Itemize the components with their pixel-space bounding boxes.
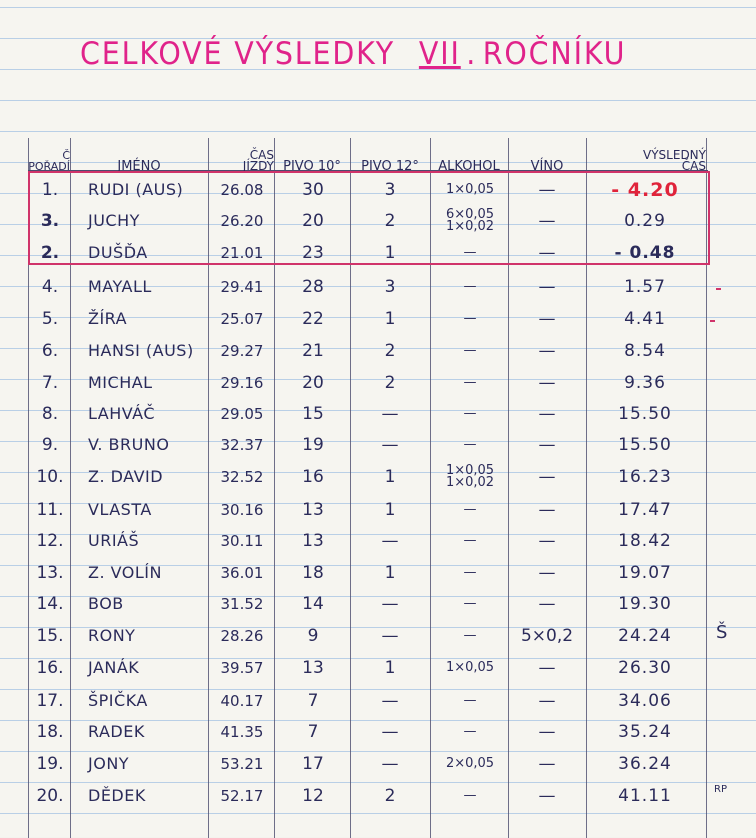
result-time-cell: 26.30 (618, 657, 672, 678)
name-cell: LAHVÁČ (88, 404, 156, 423)
result-time-cell: 0.29 (624, 210, 666, 231)
beer12-cell: — (381, 530, 399, 551)
ride-time-cell: 53.21 (220, 754, 264, 773)
alcohol-cell: — (463, 723, 477, 739)
alcohol-cell: — (463, 278, 477, 294)
result-time-cell: 16.23 (618, 466, 672, 487)
rank-cell: 15. (36, 625, 64, 646)
name-cell: MICHAL (88, 373, 153, 392)
beer12-cell: 1 (384, 242, 396, 263)
name-cell: BOB (88, 594, 124, 613)
rank-cell: 16. (36, 657, 64, 678)
result-time-cell: 18.42 (618, 530, 672, 551)
beer12-cell: 1 (384, 308, 396, 329)
ride-time-cell: 29.05 (220, 404, 264, 423)
wine-cell: — (538, 276, 556, 297)
name-cell: RUDI (AUS) (88, 180, 184, 199)
wine-cell: — (538, 242, 556, 263)
name-cell: URIÁŠ (88, 531, 140, 550)
result-time-cell: 34.06 (618, 690, 672, 711)
ride-time-cell: 31.52 (220, 594, 264, 613)
beer12-cell: — (381, 721, 399, 742)
table-row (0, 205, 756, 236)
beer10-cell: 14 (302, 593, 324, 614)
margin-note-rony: Š (716, 622, 728, 643)
beer10-cell: 13 (302, 499, 324, 520)
wine-cell: — (538, 210, 556, 231)
name-cell: ŽÍRA (88, 309, 128, 328)
beer10-cell: 23 (302, 242, 324, 263)
ride-time-cell: 40.17 (220, 691, 264, 710)
beer10-cell: 28 (302, 276, 324, 297)
result-time-cell: - 0.48 (614, 242, 676, 263)
ride-time-cell: 26.20 (220, 211, 264, 230)
wine-cell: 5×0,2 (520, 625, 574, 646)
ride-time-cell: 32.37 (220, 435, 264, 454)
margin-note-dedek: RP (714, 784, 727, 795)
name-cell: RADEK (88, 722, 145, 741)
result-time-cell: 9.36 (624, 372, 666, 393)
table-row (0, 429, 756, 460)
table-row (0, 557, 756, 588)
wine-cell: — (538, 340, 556, 361)
beer10-cell: 22 (302, 308, 324, 329)
result-time-cell: 35.24 (618, 721, 672, 742)
table-row (0, 620, 756, 651)
name-cell: MAYALL (88, 277, 152, 296)
beer12-cell: — (381, 753, 399, 774)
alcohol-cell: — (463, 692, 477, 708)
alcohol-cell: — (463, 244, 477, 260)
alcohol-cell: 2×0,05 (445, 755, 495, 771)
beer12-cell: 1 (384, 466, 396, 487)
beer10-cell: 15 (302, 403, 324, 424)
beer10-cell: 18 (302, 562, 324, 583)
result-time-cell: 1.57 (624, 276, 666, 297)
rank-cell: 13. (36, 562, 64, 583)
ride-time-cell: 29.41 (220, 277, 264, 296)
alcohol-cell: 1×0,05 1×0,02 (445, 462, 495, 490)
table-row (0, 271, 756, 302)
beer12-cell: 2 (384, 340, 396, 361)
ride-time-cell: 26.08 (220, 180, 264, 199)
beer10-cell: 13 (302, 657, 324, 678)
rank-cell: 1. (41, 179, 59, 200)
header-rank-line-1: Č (62, 149, 70, 162)
beer12-cell: 2 (384, 372, 396, 393)
result-time-cell: 19.30 (618, 593, 672, 614)
beer12-cell: 3 (384, 276, 396, 297)
header-rank (28, 140, 70, 172)
ride-time-cell: 36.01 (220, 563, 264, 582)
beer10-cell: 7 (307, 721, 319, 742)
wine-cell: — (538, 690, 556, 711)
name-cell: DĚDEK (88, 786, 146, 805)
wine-cell: — (538, 179, 556, 200)
name-cell: JANÁK (88, 658, 140, 677)
wine-cell: — (538, 403, 556, 424)
name-cell: RONY (88, 626, 136, 645)
header-alcohol: ALKOHOL (438, 159, 500, 174)
result-time-cell: 41.11 (618, 785, 672, 806)
alcohol-cell: — (463, 627, 477, 643)
alcohol-cell: — (463, 436, 477, 452)
rank-cell: 18. (36, 721, 64, 742)
table-row (0, 525, 756, 556)
table-row (0, 685, 756, 716)
title-part-3: ROČNÍKU (482, 36, 627, 72)
alcohol-cell: — (463, 564, 477, 580)
result-time-cell: 8.54 (624, 340, 666, 361)
rank-cell: 2. (40, 242, 60, 263)
wine-cell: — (538, 372, 556, 393)
beer10-cell: 20 (302, 372, 324, 393)
table-row (0, 367, 756, 398)
beer10-cell: 13 (302, 530, 324, 551)
result-time-cell: 24.24 (618, 625, 672, 646)
name-cell: VLASTA (88, 500, 152, 519)
ride-time-cell: 25.07 (220, 309, 264, 328)
wine-cell: — (538, 499, 556, 520)
rank-cell: 3. (40, 210, 60, 231)
beer12-cell: 1 (384, 657, 396, 678)
header-time (208, 140, 274, 172)
rank-cell: 7. (41, 372, 59, 393)
wine-cell: — (538, 593, 556, 614)
wine-cell: — (538, 466, 556, 487)
rank-cell: 17. (36, 690, 64, 711)
wine-cell: — (538, 721, 556, 742)
beer12-cell: 1 (384, 562, 396, 583)
alcohol-cell: — (463, 501, 477, 517)
beer10-cell: 21 (302, 340, 324, 361)
ride-time-cell: 29.27 (220, 341, 264, 360)
table-row (0, 716, 756, 747)
beer10-cell: 7 (307, 690, 319, 711)
wine-cell: — (538, 753, 556, 774)
table-row (0, 652, 756, 683)
alcohol-cell: 1×0,05 (445, 181, 495, 197)
beer10-cell: 19 (302, 434, 324, 455)
table-row (0, 461, 756, 492)
ride-time-cell: 32.52 (220, 467, 264, 486)
table-row (0, 494, 756, 525)
header-name: JMÉNO (117, 159, 161, 174)
rank-cell: 11. (36, 499, 64, 520)
result-time-cell: 36.24 (618, 753, 672, 774)
beer10-cell: 9 (307, 625, 319, 646)
result-time-cell: 17.47 (618, 499, 672, 520)
rank-cell: 19. (36, 753, 64, 774)
rank-cell: 5. (41, 308, 59, 329)
margin-mark (710, 320, 715, 322)
beer12-cell: 2 (384, 785, 396, 806)
alcohol-cell: — (463, 310, 477, 326)
beer10-cell: 17 (302, 753, 324, 774)
header-result-line-1: VÝSLEDNÝ (643, 148, 706, 162)
name-cell: HANSI (AUS) (88, 341, 194, 360)
rank-cell: 8. (41, 403, 59, 424)
ride-time-cell: 29.16 (220, 373, 264, 392)
result-time-cell: 4.41 (624, 308, 666, 329)
header-time-line-1: ČAS (249, 148, 274, 162)
alcohol-cell: — (463, 405, 477, 421)
page-title: CELKOVÉ VÝSLEDKY VII . ROČNÍKU (80, 36, 627, 72)
beer12-cell: 3 (384, 179, 396, 200)
beer10-cell: 30 (302, 179, 324, 200)
ride-time-cell: 28.26 (220, 626, 264, 645)
rank-cell: 10. (36, 466, 64, 487)
title-part-1: CELKOVÉ VÝSLEDKY (80, 36, 395, 72)
rank-cell: 20. (36, 785, 64, 806)
alcohol-cell: — (463, 374, 477, 390)
beer12-cell: 2 (384, 210, 396, 231)
name-cell: JUCHY (88, 211, 140, 230)
ride-time-cell: 21.01 (220, 243, 264, 262)
alcohol-cell: — (463, 787, 477, 803)
table-row (0, 335, 756, 366)
name-cell: V. BRUNO (88, 435, 170, 454)
alcohol-cell: 1×0,05 (445, 659, 495, 675)
result-time-cell: 15.50 (618, 434, 672, 455)
margin-mark (716, 288, 721, 290)
header-result (586, 140, 706, 172)
name-cell: DUŠĎA (88, 243, 148, 262)
table-row (0, 780, 756, 811)
alcohol-cell: 6×0,05 1×0,02 (445, 206, 495, 234)
beer12-cell: — (381, 434, 399, 455)
table-row (0, 303, 756, 334)
rank-cell: 14. (36, 593, 64, 614)
beer12-cell: — (381, 593, 399, 614)
rank-cell: 12. (36, 530, 64, 551)
table-row (0, 237, 756, 268)
wine-cell: — (538, 434, 556, 455)
beer12-cell: — (381, 625, 399, 646)
alcohol-cell: — (463, 532, 477, 548)
beer10-cell: 12 (302, 785, 324, 806)
result-time-cell: - 4.20 (611, 178, 679, 201)
result-time-cell: 19.07 (618, 562, 672, 583)
ride-time-cell: 30.11 (220, 531, 264, 550)
table-row (0, 588, 756, 619)
name-cell: ŠPIČKA (88, 691, 148, 710)
rank-cell: 4. (41, 276, 59, 297)
beer12-cell: 1 (384, 499, 396, 520)
table-row (0, 748, 756, 779)
alcohol-cell: — (463, 595, 477, 611)
table-row (0, 398, 756, 429)
wine-cell: — (538, 657, 556, 678)
header-beer10: PIVO 10° (283, 159, 341, 174)
result-time-cell: 15.50 (618, 403, 672, 424)
rank-cell: 6. (41, 340, 59, 361)
beer10-cell: 20 (302, 210, 324, 231)
wine-cell: — (538, 785, 556, 806)
name-cell: Z. DAVID (88, 467, 164, 486)
ride-time-cell: 30.16 (220, 500, 264, 519)
ride-time-cell: 41.35 (220, 722, 264, 741)
beer12-cell: — (381, 690, 399, 711)
name-cell: JONY (88, 754, 130, 773)
header-beer12: PIVO 12° (361, 159, 419, 174)
wine-cell: — (538, 308, 556, 329)
ride-time-cell: 39.57 (220, 658, 264, 677)
header-time-line-2: JÍZDY (242, 159, 274, 173)
ride-time-cell: 52.17 (220, 786, 264, 805)
alcohol-cell: — (463, 342, 477, 358)
header-wine: VÍNO (530, 159, 564, 174)
rank-cell: 9. (41, 434, 59, 455)
beer12-cell: — (381, 403, 399, 424)
table-row (0, 174, 756, 205)
wine-cell: — (538, 530, 556, 551)
header-result-line-2: ČAS (681, 159, 706, 173)
beer10-cell: 16 (302, 466, 324, 487)
title-part-2: VII (418, 36, 461, 72)
name-cell: Z. VOLÍN (88, 563, 162, 582)
wine-cell: — (538, 562, 556, 583)
header-rank-line-2: POŘADÍ (28, 160, 70, 173)
